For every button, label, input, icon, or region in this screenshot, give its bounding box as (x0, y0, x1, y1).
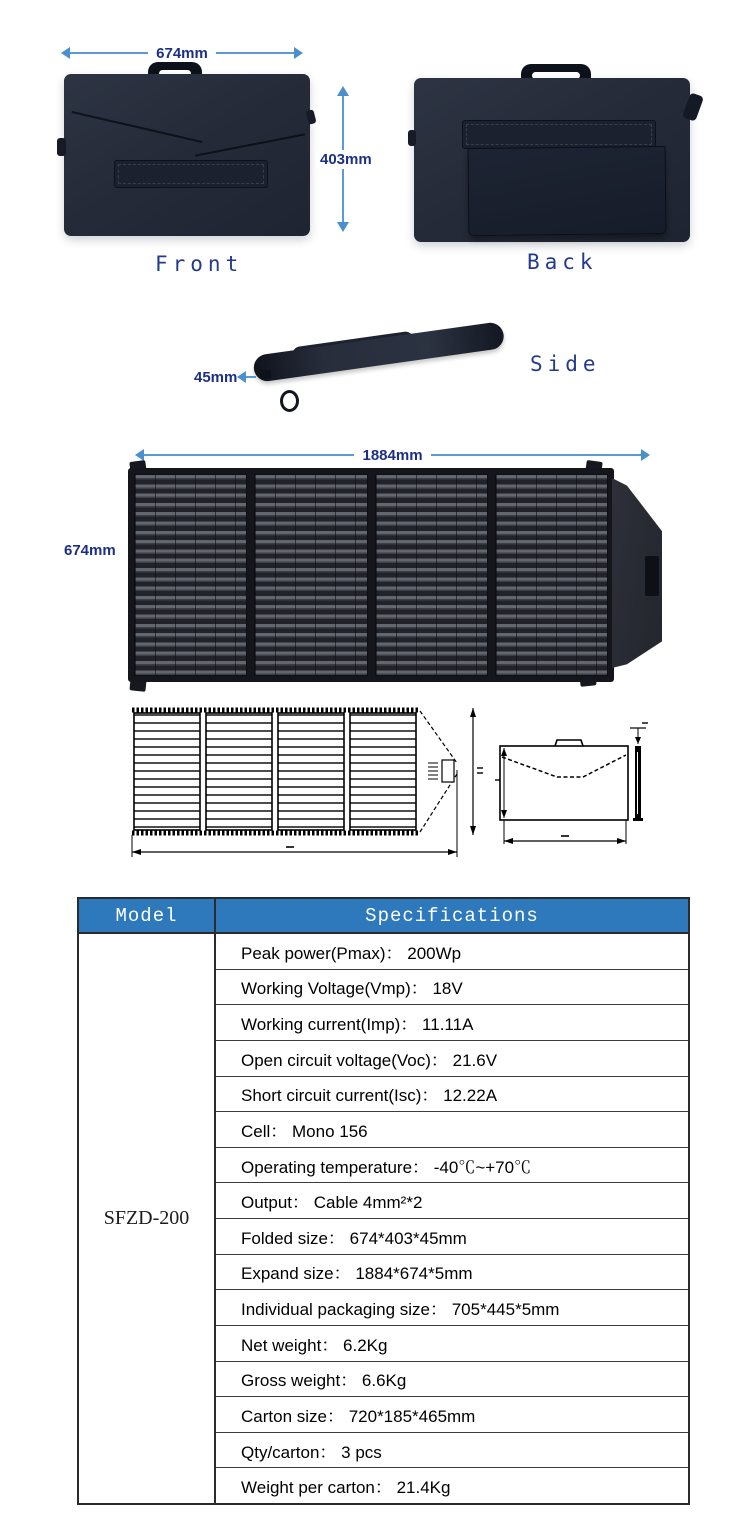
dimension-line (137, 454, 354, 456)
side-strap-nub (57, 138, 66, 156)
side-view-photo (252, 326, 514, 416)
velcro-patch (645, 556, 659, 596)
specifications-header-cell: Specifications (365, 904, 539, 927)
back-view-photo (414, 78, 690, 242)
model-value-cell: SFZD-200 (79, 934, 216, 1503)
dimension-thickness (194, 369, 256, 385)
hanging-loop (280, 390, 299, 412)
dimension-label: 674mm (156, 44, 208, 62)
front-view-label: Front (155, 252, 244, 276)
dimension-label: 1884mm (362, 446, 423, 464)
bag-front-body (64, 74, 310, 236)
dimension-line (431, 454, 648, 456)
spec-row-qty-per-carton: Qty/carton： 3 pcs (216, 1433, 688, 1469)
side-latch (260, 370, 271, 379)
spec-row-working-voltage: Working Voltage(Vmp)： 18V (216, 970, 688, 1006)
spec-row-cell: Cell： Mono 156 (216, 1112, 688, 1148)
spec-table (77, 897, 690, 1505)
spec-row-peak-power: Peak power(Pmax)： 200Wp (216, 934, 688, 970)
dimension-line (239, 376, 256, 378)
dimension-expanded-height: 674mm (64, 542, 116, 559)
spec-row-gross-weight: Gross weight： 6.6Kg (216, 1362, 688, 1398)
spec-table-body (79, 934, 688, 1503)
model-header-cell: Model (79, 899, 216, 932)
spec-row-operating-temperature: Operating temperature： -40℃~+70℃ (216, 1148, 688, 1184)
spec-row-net-weight: Net weight： 6.2Kg (216, 1326, 688, 1362)
expanded-panel-photo (128, 460, 662, 692)
spec-row-working-current: Working current(Imp)： 11.11A (216, 1005, 688, 1041)
folded-front-schematic (495, 740, 628, 844)
dimension-line (216, 52, 301, 54)
side-strap-nub (408, 130, 416, 146)
spec-rows (216, 934, 688, 1503)
spec-row-expand-size: Expand size： 1884*674*5mm (216, 1255, 688, 1291)
dimension-label: 45mm (194, 368, 238, 386)
solar-cell-panel (375, 474, 488, 676)
spec-row-short-circuit-current: Short circuit current(Isc)： 12.22A (216, 1077, 688, 1113)
spec-table-header (79, 899, 688, 934)
spec-row-individual-packaging-size: Individual packaging size： 705*445*5mm (216, 1290, 688, 1326)
back-pocket (468, 146, 667, 236)
panel-frame (128, 468, 614, 682)
spec-row-carton-size: Carton size： 720*185*465mm (216, 1397, 688, 1433)
folded-side-schematic (630, 723, 648, 821)
back-view-label: Back (527, 250, 598, 274)
dimension-label: 403mm (316, 150, 376, 169)
dimension-folded-width (63, 45, 301, 61)
front-view-photo (64, 74, 310, 236)
solar-cell-panel (254, 474, 367, 676)
spec-row-open-circuit-voltage: Open circuit voltage(Voc)： 21.6V (216, 1041, 688, 1077)
expanded-schematic (132, 708, 483, 857)
solar-cell-panel (134, 474, 247, 676)
spec-row-folded-size: Folded size： 674*403*45mm (216, 1219, 688, 1255)
front-strap-band (114, 160, 268, 188)
solar-cell-panel (495, 474, 608, 676)
side-bag-body (252, 321, 505, 383)
technical-drawing (120, 700, 680, 870)
dimension-line (63, 52, 148, 54)
spec-row-output: Output： Cable 4mm²*2 (216, 1183, 688, 1219)
side-view-label: Side (530, 352, 601, 376)
spec-row-weight-per-carton: Weight per carton： 21.4Kg (241, 1478, 451, 1498)
back-velcro-strip (462, 120, 656, 149)
